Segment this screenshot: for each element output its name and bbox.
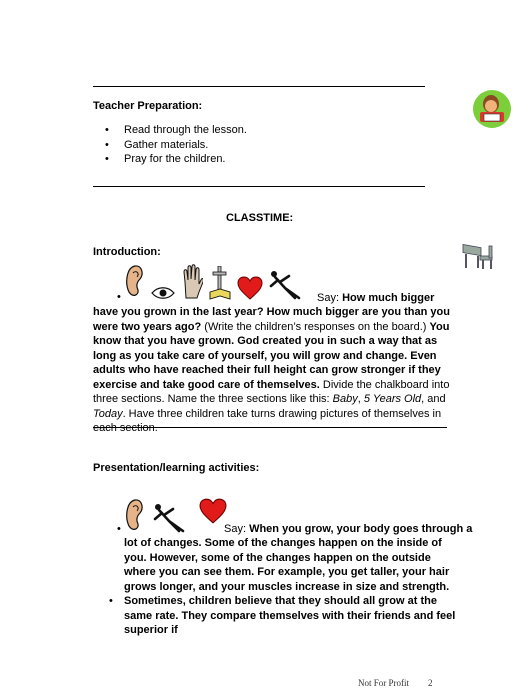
eye-icon bbox=[151, 286, 175, 300]
say-text: When you grow, your body goes through a bbox=[249, 523, 473, 535]
ear-icon bbox=[123, 262, 145, 300]
introduction-icon-row bbox=[123, 262, 303, 300]
presentation-heading: Presentation/learning activities: bbox=[93, 462, 260, 474]
child-reading-clipart bbox=[472, 88, 512, 130]
hand-icon bbox=[181, 264, 203, 300]
stretching-figure-icon bbox=[269, 270, 303, 300]
bullet-dot: • bbox=[109, 595, 113, 607]
divider-middle bbox=[93, 186, 425, 187]
section-5-years: 5 Years Old bbox=[363, 393, 422, 405]
bullet-dot: • bbox=[117, 291, 121, 303]
cross-bible-icon bbox=[209, 266, 231, 300]
introduction-paragraph bbox=[93, 305, 463, 436]
presentation-icon-row bbox=[123, 496, 227, 534]
introduction-heading: Introduction: bbox=[93, 246, 161, 258]
divider-bottom bbox=[93, 427, 447, 428]
presentation-say-line bbox=[224, 522, 472, 537]
presentation-bullet-2: Sometimes, children believe that they should all grow at the same rate. They compare themselves with their friends and feel superior if bbox=[124, 595, 456, 636]
introduction-say-line bbox=[317, 291, 434, 306]
classtime-heading: CLASSTIME: bbox=[226, 212, 294, 224]
heart-icon bbox=[199, 498, 227, 524]
footer-text: Not For Profit bbox=[358, 678, 410, 688]
intro-instruction-2: Divide the chalkboard into three sections. Name the three sections like this: bbox=[93, 378, 450, 405]
section-today: Today bbox=[93, 407, 123, 420]
list-item: • Gather materials. bbox=[93, 138, 433, 153]
sep-2: , and bbox=[421, 393, 446, 405]
list-item: • Pray for the children. bbox=[93, 152, 433, 167]
teacher-preparation-heading: Teacher Preparation: bbox=[93, 100, 203, 112]
stretching-figure-icon bbox=[153, 502, 187, 534]
heart-icon bbox=[237, 276, 263, 300]
say-label: Say: bbox=[317, 292, 340, 304]
page-number: 2 bbox=[428, 678, 433, 688]
presentation-bullet-1-body: lot of changes. Some of the changes happen on the inside of you. However, some of the changes happen on the outside where you can see them. For example, you get taller, your hair grows longer, and your muscles increase in size and strength. bbox=[124, 537, 450, 593]
list-item: • Read through the lesson. bbox=[93, 123, 433, 138]
teacher-preparation-list bbox=[93, 123, 433, 167]
sep-1: , bbox=[357, 393, 364, 405]
say-text: How much bigger bbox=[342, 292, 435, 304]
school-desk-clipart bbox=[460, 238, 494, 272]
intro-bold-body: You know that you have grown. God created you in such a way that as long as you take care of yourself, you will grow and change. Even adults who have reached their full height can grow stronger if they exercise and take good care of themselves. bbox=[93, 320, 450, 391]
divider-top bbox=[93, 86, 425, 87]
intro-bold-line: have you grown in the last year? How much bigger are you than you were two years ago? bbox=[93, 306, 450, 333]
say-label: Say: bbox=[224, 523, 247, 535]
intro-instruction-1: (Write the children’s responses on the board.) bbox=[201, 320, 430, 333]
bullet-dot: • bbox=[117, 523, 121, 535]
ear-icon bbox=[123, 496, 145, 534]
section-baby: Baby bbox=[332, 393, 358, 405]
intro-instruction-3: . Have three children take turns drawing pictures of themselves in each section. bbox=[93, 407, 442, 434]
